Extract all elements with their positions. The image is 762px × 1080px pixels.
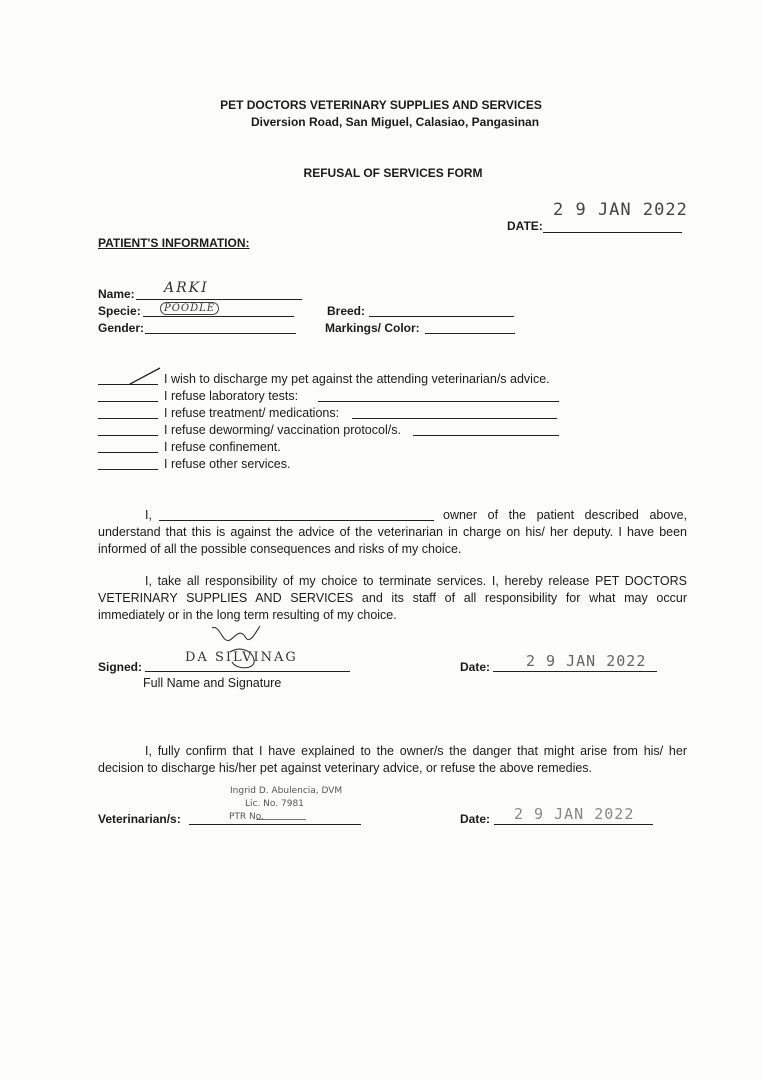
treatment-line[interactable]	[352, 418, 557, 419]
company-name: PET DOCTORS VETERINARY SUPPLIES AND SERVICES	[220, 98, 542, 112]
top-date-label: DATE:	[507, 219, 543, 233]
markings-label: Markings/ Color:	[325, 321, 420, 335]
breed-label: Breed:	[327, 304, 366, 318]
vet-stamp-license: Lic. No. 7981	[245, 799, 304, 809]
lab-tests-line[interactable]	[318, 401, 559, 402]
name-handwritten: ARKI	[164, 280, 209, 296]
gender-line	[145, 333, 296, 334]
check-line-4[interactable]	[98, 435, 158, 436]
paragraph-3: I, fully confirm that I have explained to the owner/s the danger that might arise from his/ her decision to discharge his/her pet against veterinary advice, or refuse the above remedies.	[98, 744, 687, 775]
specie-handwritten: POODLE	[160, 302, 219, 315]
top-date-stamp: 2 9 JAN 2022	[553, 200, 688, 220]
vet-signature-line[interactable]	[189, 824, 361, 825]
owner-name-line[interactable]	[159, 520, 434, 521]
vet-date-line[interactable]	[494, 824, 653, 825]
gender-label: Gender:	[98, 321, 145, 335]
breed-line	[369, 316, 514, 317]
markings-line	[425, 333, 515, 334]
signed-date-stamp: 2 9 JAN 2022	[526, 652, 647, 670]
signature-handwritten: DA SILVINAG	[185, 650, 298, 665]
checkmark-icon	[128, 366, 162, 386]
paragraph-1-continued: understand that this is against the advice of the veterinarian in charge on his/ her deputy. I have been informed of all the possible consequences and risks of my choice.	[98, 525, 687, 556]
specie-line	[143, 316, 294, 317]
check-line-6[interactable]	[98, 469, 158, 470]
checklist-item-4: I refuse deworming/ vaccination protocol/s.	[164, 423, 401, 437]
p1-start: I,	[145, 508, 152, 522]
signed-label: Signed:	[98, 660, 142, 674]
check-line-2[interactable]	[98, 401, 158, 402]
signature-sub-label: Full Name and Signature	[143, 676, 282, 690]
vet-date-stamp: 2 9 JAN 2022	[514, 805, 635, 823]
checklist-item-3: I refuse treatment/ medications:	[164, 406, 340, 420]
checklist-item-5: I refuse confinement.	[164, 440, 281, 454]
form-title: REFUSAL OF SERVICES FORM	[303, 166, 483, 180]
deworming-line[interactable]	[413, 435, 559, 436]
vet-label: Veterinarian/s:	[98, 812, 181, 826]
vet-date-label: Date:	[460, 812, 491, 826]
checklist-item-1: I wish to discharge my pet against the attending veterinarian/s advice.	[164, 372, 550, 386]
paragraph-2: I, take all responsibility of my choice to terminate services. I, hereby release PET DOCTORS VETERINARY SUPPLIES AND SERVICES and its staff of all responsibility for what may occur immediately or in the long term resulting of my choice.	[98, 574, 687, 622]
name-label: Name:	[98, 287, 135, 301]
vet-ptr-line	[256, 819, 306, 820]
name-line	[136, 299, 302, 300]
top-date-line	[543, 232, 682, 233]
check-line-3[interactable]	[98, 418, 158, 419]
p1-rest: owner of the patient described above,	[443, 508, 687, 522]
signed-date-label: Date:	[460, 660, 491, 674]
check-line-5[interactable]	[98, 452, 158, 453]
company-address: Diversion Road, San Miguel, Calasiao, Pangasinan	[250, 115, 540, 129]
checklist-item-2: I refuse laboratory tests:	[164, 389, 299, 403]
vet-stamp-name: Ingrid D. Abulencia, DVM	[230, 786, 343, 796]
specie-label: Specie:	[98, 304, 141, 318]
patient-section-title: PATIENT'S INFORMATION:	[98, 236, 250, 250]
vet-stamp-ptr: PTR No.	[229, 812, 264, 822]
signed-date-line[interactable]	[493, 671, 657, 672]
checklist-item-6: I refuse other services.	[164, 457, 291, 471]
